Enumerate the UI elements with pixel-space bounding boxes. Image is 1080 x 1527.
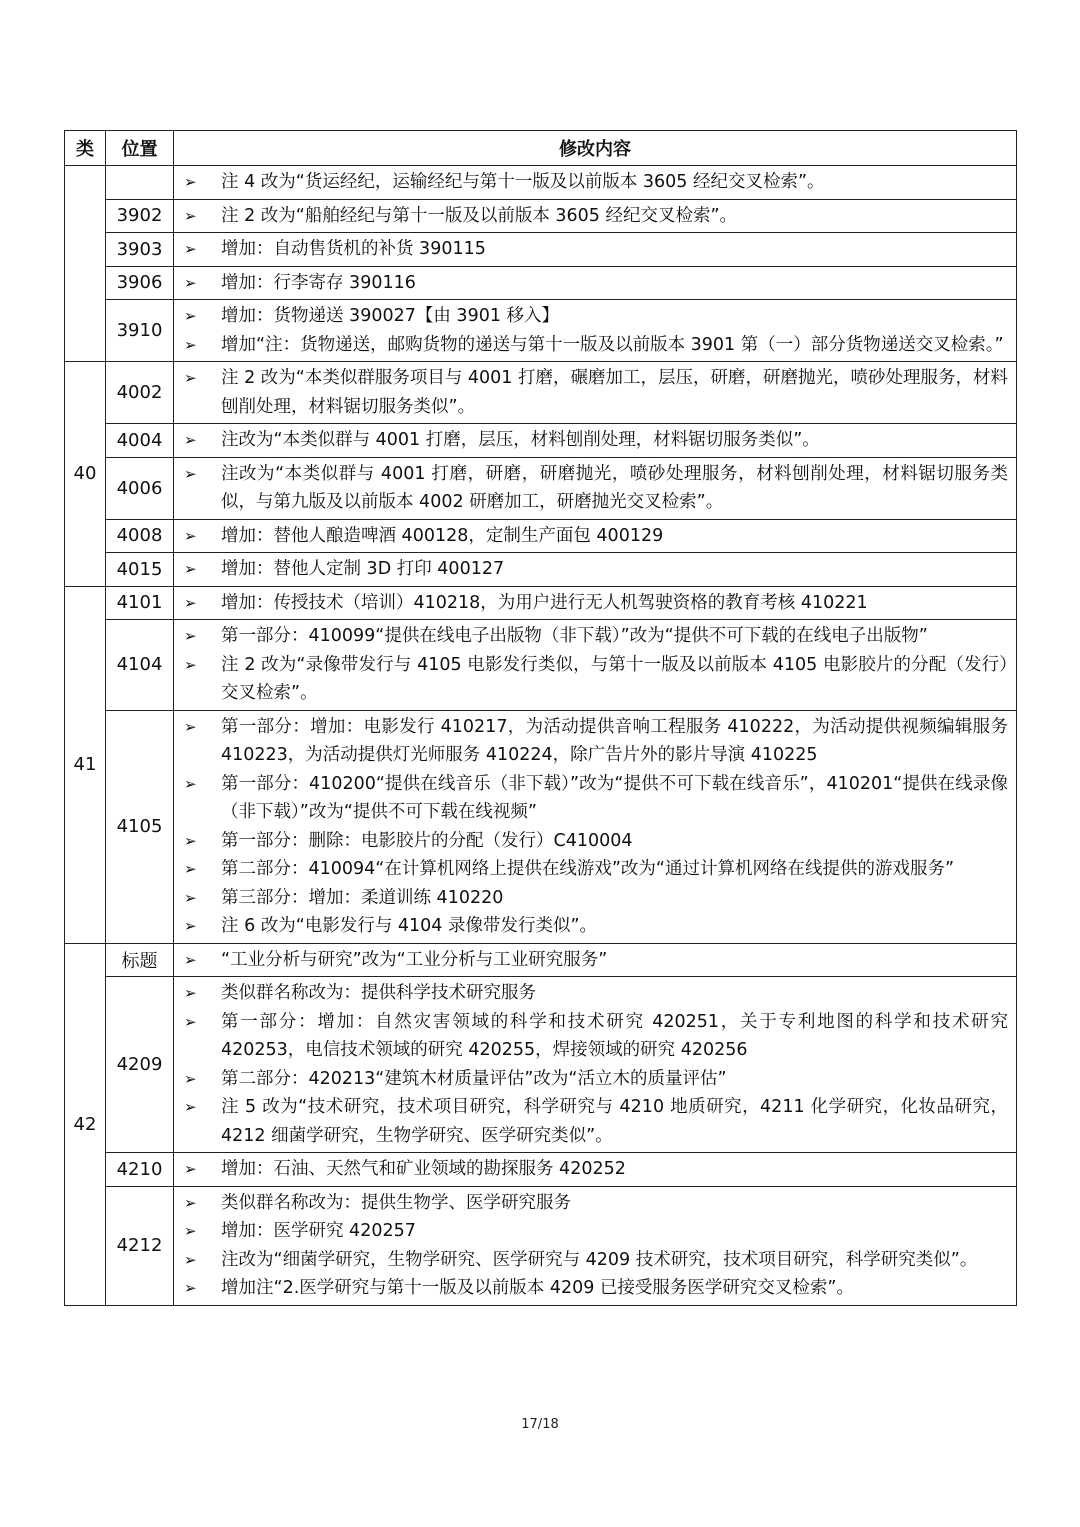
arrow-bullet-icon: ➢ — [184, 206, 197, 225]
table-row — [65, 710, 1017, 943]
item-text: 第二部分：420213“建筑木材质量评估”改为“活立木的质量评估” — [221, 1068, 727, 1089]
position-cell: 4104 — [106, 620, 174, 711]
list-item — [184, 855, 1008, 884]
table-row — [65, 1153, 1017, 1187]
content-cell — [174, 586, 1017, 620]
list-item — [184, 1189, 1008, 1218]
table-row — [65, 553, 1017, 587]
arrow-bullet-icon: ➢ — [184, 1193, 197, 1212]
list-item — [184, 770, 1008, 827]
list-item — [184, 426, 1008, 455]
item-text: 增加：行李寄存 390116 — [221, 272, 416, 293]
content-cell — [174, 519, 1017, 553]
arrow-bullet-icon: ➢ — [184, 950, 197, 969]
arrow-bullet-icon: ➢ — [184, 1160, 197, 1178]
page-number: 17/18 — [521, 1417, 559, 1432]
class-cell: 41 — [65, 586, 106, 943]
list-item — [184, 713, 1008, 770]
item-text: 第三部分：增加：柔道训练 410220 — [221, 887, 504, 908]
arrow-bullet-icon: ➢ — [184, 917, 197, 935]
arrow-bullet-icon: ➢ — [184, 593, 197, 612]
list-item — [184, 302, 1008, 331]
item-text: 类似群名称改为：提供生物学、医学研究服务 — [221, 1192, 571, 1213]
item-text: 第一部分：410200“提供在线音乐（非下载）”改为“提供不可下载在线音乐”，410201“提供在线录像（非下载）”改为“提供不可下载在线视频” — [221, 773, 1008, 822]
item-text: 增加：医学研究 420257 — [221, 1221, 416, 1241]
list-item — [184, 202, 1008, 231]
content-cell — [174, 620, 1017, 711]
list-item — [184, 1217, 1008, 1246]
item-text: 增加“注：货物递送，邮购货物的递送与第十一版及以前版本 3901 第（一）部分货物递送交叉检索。” — [221, 334, 1004, 355]
item-text: “工业分析与研究”改为“工业分析与工业研究服务” — [221, 949, 608, 970]
table-row — [65, 977, 1017, 1153]
header-content: 修改内容 — [174, 131, 1017, 166]
item-text: 第一部分：增加：自然灾害领域的科学和技术研究 420251，关于专利地图的科学和技术研究 420253，电信技术领域的研究 420255，焊接领域的研究 420256 — [221, 1011, 1008, 1060]
arrow-bullet-icon: ➢ — [184, 627, 197, 645]
table-row — [65, 266, 1017, 300]
item-text: 注 2 改为“本类似群服务项目与 4001 打磨，碾磨加工，层压，研磨，研磨抛光，喷砂处理服务，材料刨削处理，材料锯切服务类似”。 — [221, 368, 1008, 417]
item-text: 注改为“本类似群与 4001 打磨，研磨，研磨抛光，喷砂处理服务，材料刨削处理，材料锯切服务类似，与第九版及以前版本 4002 研磨加工，研磨抛光交叉检索”。 — [221, 463, 1008, 512]
list-item — [184, 522, 1008, 551]
table-row — [65, 457, 1017, 519]
table-row — [65, 424, 1017, 458]
item-text: 增加：石油、天然气和矿业领域的勘探服务 420252 — [221, 1159, 626, 1179]
item-text: 增加：替他人酿造啤酒 400128，定制生产面包 400129 — [221, 525, 664, 546]
list-item — [184, 364, 1008, 421]
position-cell: 3906 — [106, 266, 174, 300]
position-cell: 4004 — [106, 424, 174, 458]
arrow-bullet-icon: ➢ — [184, 273, 197, 292]
arrow-bullet-icon: ➢ — [184, 335, 197, 354]
list-item — [184, 1274, 1008, 1303]
position-cell: 4212 — [106, 1186, 174, 1305]
position-cell: 标题 — [106, 943, 174, 977]
amendment-table — [64, 130, 1017, 1306]
table-row — [65, 362, 1017, 424]
position-cell: 4210 — [106, 1153, 174, 1187]
position-cell: 4008 — [106, 519, 174, 553]
arrow-bullet-icon: ➢ — [184, 1098, 197, 1116]
list-item — [184, 946, 1008, 975]
table-row — [65, 166, 1017, 200]
item-text: 增加：替他人定制 3D 打印 400127 — [221, 559, 505, 579]
content-cell — [174, 457, 1017, 519]
arrow-bullet-icon: ➢ — [184, 1279, 197, 1297]
content-cell — [174, 553, 1017, 587]
content-cell — [174, 166, 1017, 200]
list-item — [184, 827, 1008, 856]
list-item — [184, 1008, 1008, 1065]
class-cell: 40 — [65, 362, 106, 587]
list-item — [184, 622, 1008, 651]
list-item — [184, 269, 1008, 298]
item-text: 类似群名称改为：提供科学技术研究服务 — [221, 983, 536, 1003]
content-cell — [174, 710, 1017, 943]
list-item — [184, 235, 1008, 264]
table-row — [65, 300, 1017, 362]
item-text: 第一部分：删除：电影胶片的分配（发行）C410004 — [221, 830, 633, 851]
arrow-bullet-icon: ➢ — [184, 240, 197, 258]
arrow-bullet-icon: ➢ — [184, 860, 197, 878]
position-cell: 4101 — [106, 586, 174, 620]
table-row — [65, 1186, 1017, 1305]
arrow-bullet-icon: ➢ — [184, 1222, 197, 1240]
arrow-bullet-icon: ➢ — [184, 1012, 197, 1031]
list-item — [184, 884, 1008, 913]
item-text: 第二部分：410094“在计算机网络上提供在线游戏”改为“通过计算机网络在线提供的游戏服务” — [221, 859, 955, 879]
item-text: 注 2 改为“船舶经纪与第十一版及以前版本 3605 经纪交叉检索”。 — [221, 205, 738, 226]
arrow-bullet-icon: ➢ — [184, 526, 197, 545]
position-cell: 3902 — [106, 199, 174, 233]
table-row — [65, 943, 1017, 977]
arrow-bullet-icon: ➢ — [184, 984, 197, 1002]
arrow-bullet-icon: ➢ — [184, 655, 197, 674]
table-row — [65, 199, 1017, 233]
header-position: 位置 — [106, 131, 174, 166]
content-cell — [174, 1153, 1017, 1187]
arrow-bullet-icon: ➢ — [184, 307, 197, 325]
list-item — [184, 168, 1008, 197]
content-cell — [174, 424, 1017, 458]
table-body — [65, 166, 1017, 1306]
item-text: 第一部分：410099“提供在线电子出版物（非下载）”改为“提供不可下载的在线电子出版物” — [221, 626, 928, 646]
content-cell — [174, 199, 1017, 233]
table-header-row — [65, 131, 1017, 166]
content-cell — [174, 233, 1017, 267]
content-cell — [174, 300, 1017, 362]
item-text: 增加注“2.医学研究与第十一版及以前版本 4209 已接受服务医学研究交叉检索”。 — [221, 1278, 854, 1298]
arrow-bullet-icon: ➢ — [184, 774, 197, 793]
arrow-bullet-icon: ➢ — [184, 831, 197, 850]
item-text: 增加：货物递送 390027【由 3901 移入】 — [221, 306, 560, 326]
position-cell: 4006 — [106, 457, 174, 519]
content-cell — [174, 1186, 1017, 1305]
content-cell — [174, 362, 1017, 424]
item-text: 注改为“本类似群与 4001 打磨，层压，材料刨削处理，材料锯切服务类似”。 — [221, 430, 820, 450]
list-item — [184, 651, 1008, 708]
list-item — [184, 912, 1008, 941]
list-item — [184, 555, 1008, 584]
arrow-bullet-icon: ➢ — [184, 717, 197, 736]
position-cell: 4015 — [106, 553, 174, 587]
item-text: 第一部分：增加：电影发行 410217，为活动提供音响工程服务 410222，为活动提供视频编辑服务 410223，为活动提供灯光师服务 410224，除广告片外的影片导演 410225 — [221, 716, 1008, 765]
item-text: 注 6 改为“电影发行与 4104 录像带发行类似”。 — [221, 916, 598, 936]
item-text: 注 5 改为“技术研究，技术项目研究，科学研究与 4210 地质研究，4211 化学研究，化妆品研究，4212 细菌学研究，生物学研究、医学研究类似”。 — [221, 1097, 1008, 1146]
header-class: 类 — [65, 131, 106, 166]
list-item — [184, 331, 1008, 360]
arrow-bullet-icon: ➢ — [184, 431, 197, 449]
position-cell: 4209 — [106, 977, 174, 1153]
arrow-bullet-icon: ➢ — [184, 888, 197, 907]
table-row — [65, 233, 1017, 267]
position-cell — [106, 166, 174, 200]
content-cell — [174, 943, 1017, 977]
item-text: 注改为“细菌学研究，生物学研究、医学研究与 4209 技术研究，技术项目研究，科学研究类似”。 — [221, 1249, 978, 1270]
arrow-bullet-icon: ➢ — [184, 464, 197, 483]
table-row — [65, 519, 1017, 553]
list-item — [184, 1246, 1008, 1275]
item-text: 增加：传授技术（培训）410218，为用户进行无人机驾驶资格的教育考核 410221 — [221, 592, 868, 613]
position-cell: 4105 — [106, 710, 174, 943]
arrow-bullet-icon: ➢ — [184, 1069, 197, 1088]
position-cell: 3903 — [106, 233, 174, 267]
class-cell — [65, 166, 106, 362]
arrow-bullet-icon: ➢ — [184, 173, 197, 191]
item-text: 注 2 改为“录像带发行与 4105 电影发行类似，与第十一版及以前版本 4105 电影胶片的分配（发行）交叉检索”。 — [221, 654, 1008, 703]
position-cell: 4002 — [106, 362, 174, 424]
item-text: 增加：自动售货机的补货 390115 — [221, 239, 486, 259]
table-row — [65, 620, 1017, 711]
list-item — [184, 1093, 1008, 1150]
item-text: 注 4 改为“货运经纪，运输经纪与第十一版及以前版本 3605 经纪交叉检索”。 — [221, 172, 825, 192]
content-cell — [174, 977, 1017, 1153]
list-item — [184, 979, 1008, 1008]
arrow-bullet-icon: ➢ — [184, 369, 197, 387]
arrow-bullet-icon: ➢ — [184, 1250, 197, 1269]
content-cell — [174, 266, 1017, 300]
table-row — [65, 586, 1017, 620]
list-item — [184, 1155, 1008, 1184]
list-item — [184, 589, 1008, 618]
arrow-bullet-icon: ➢ — [184, 560, 197, 578]
list-item — [184, 460, 1008, 517]
class-cell: 42 — [65, 943, 106, 1305]
position-cell: 3910 — [106, 300, 174, 362]
list-item — [184, 1065, 1008, 1094]
